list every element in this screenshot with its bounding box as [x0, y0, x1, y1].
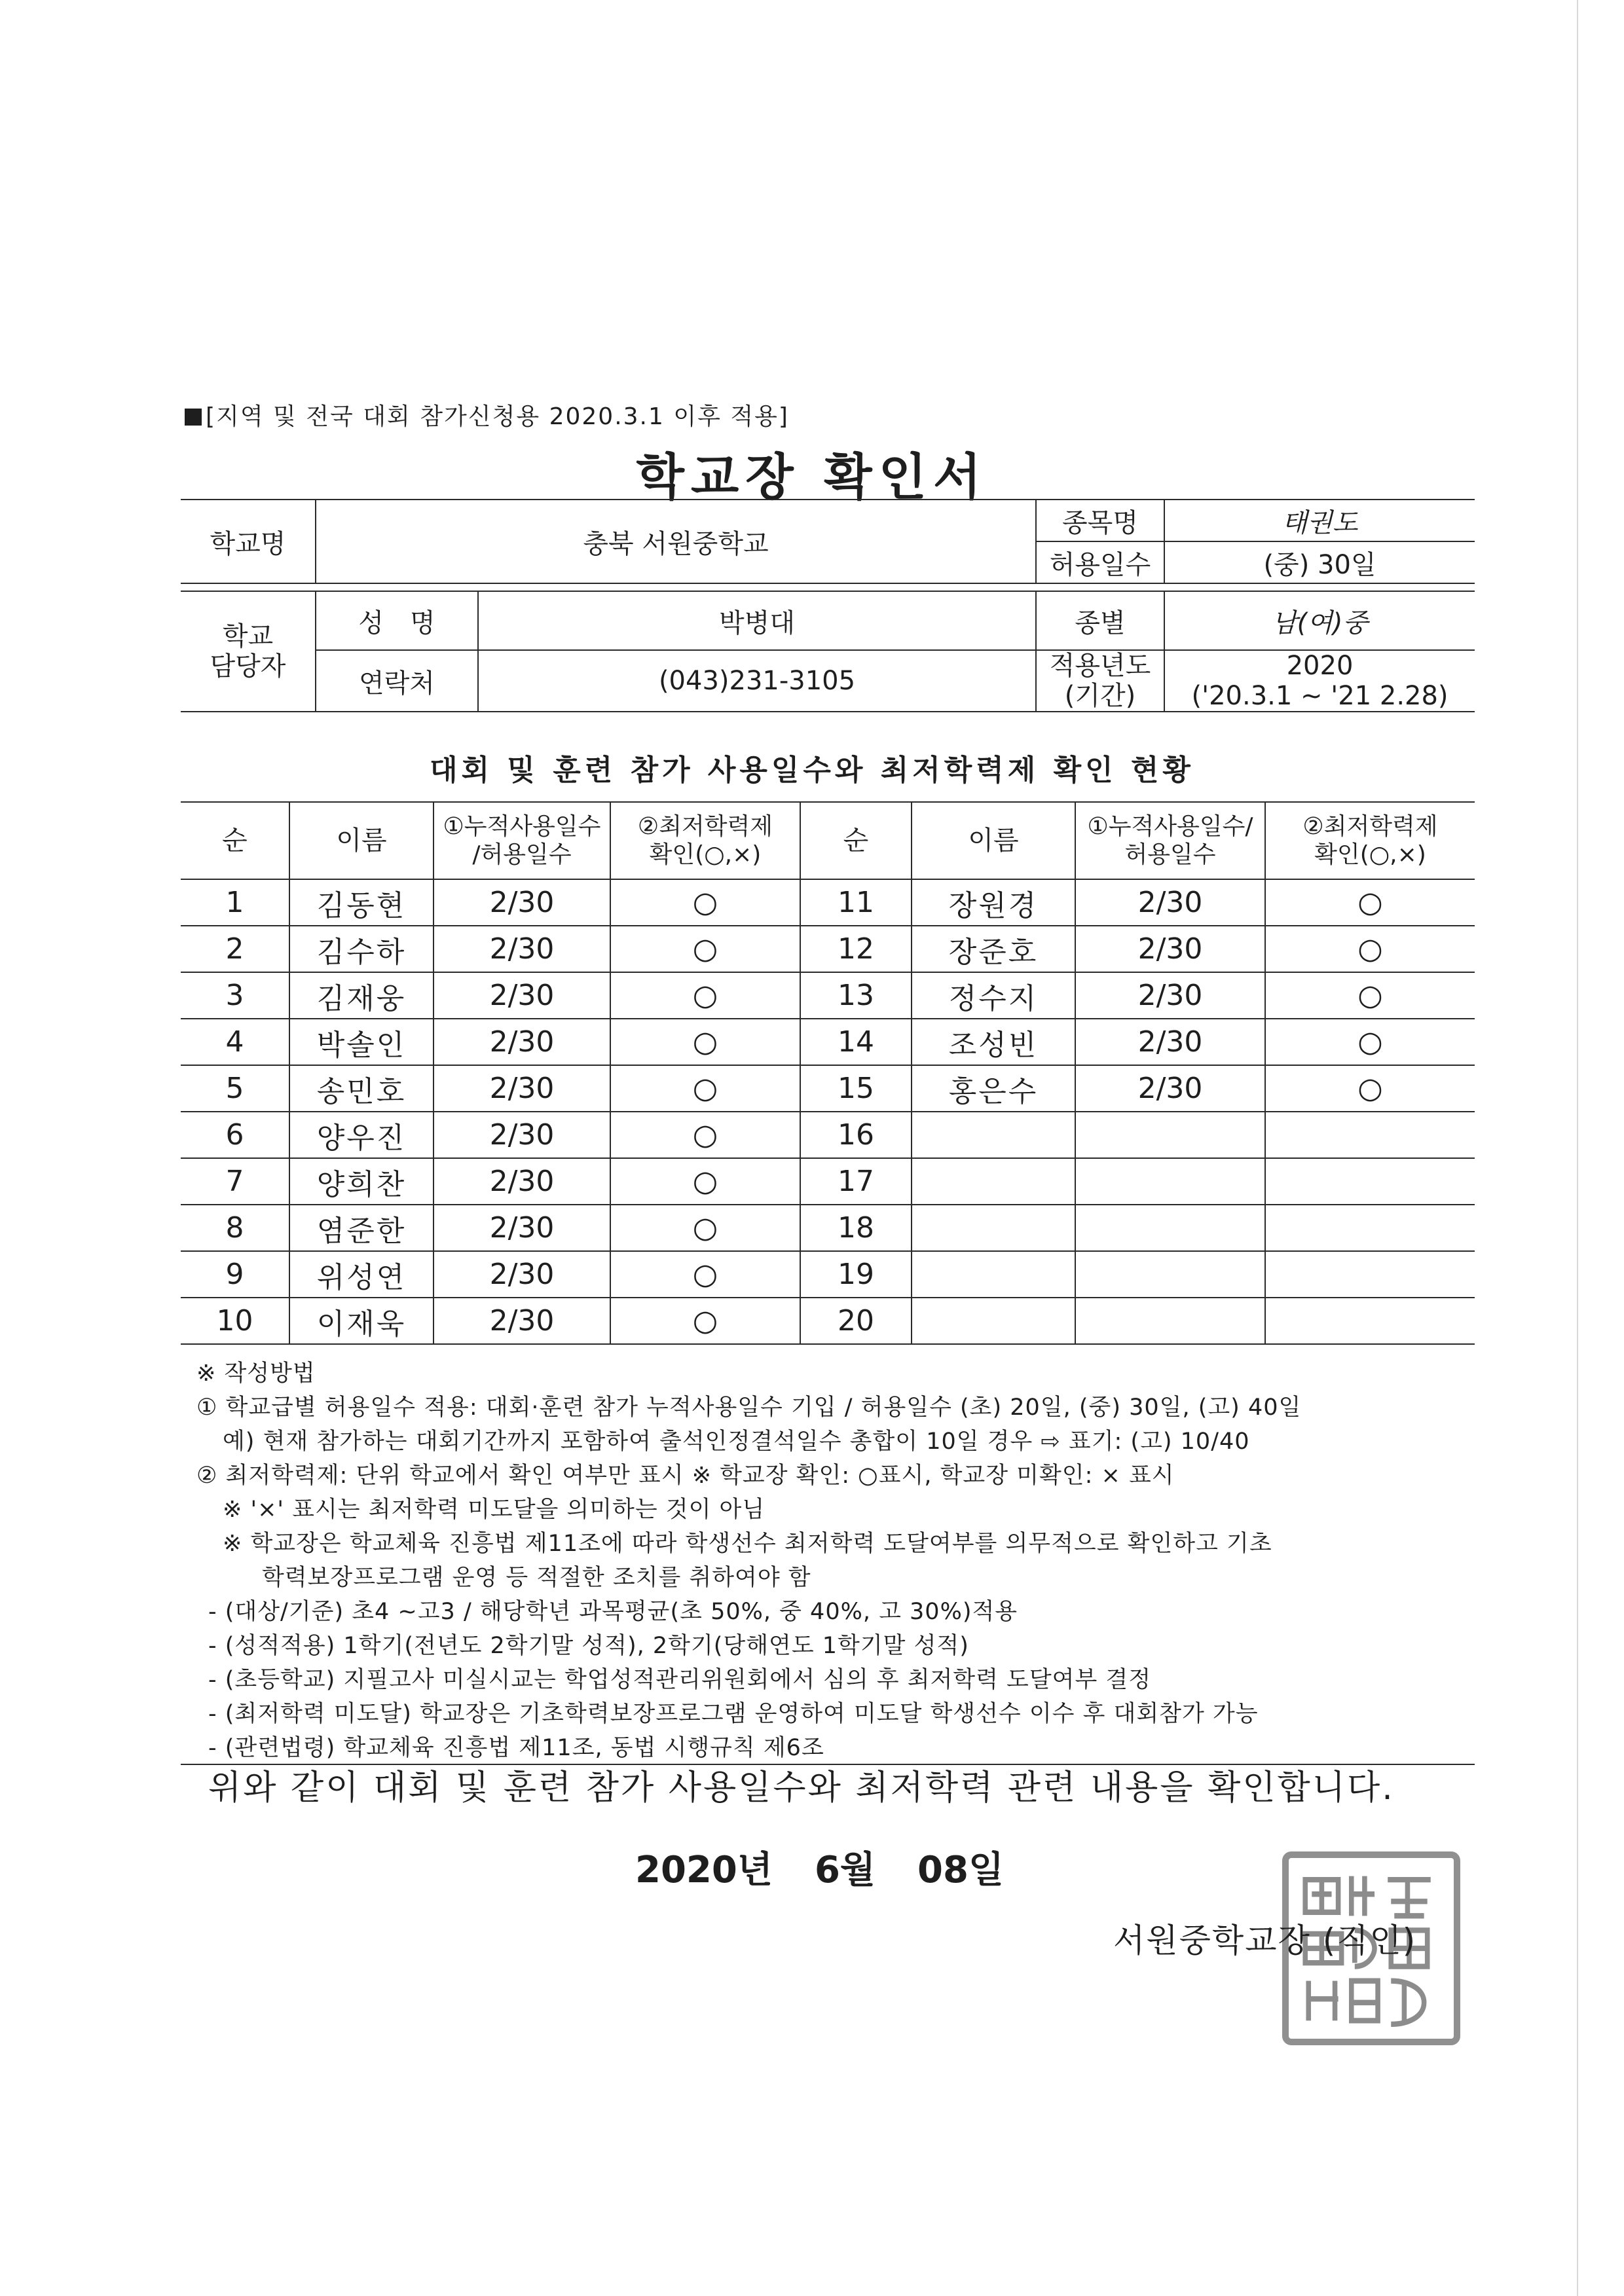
date-month: 6월: [814, 1849, 876, 1891]
cell-seq-right: 14: [800, 1019, 912, 1065]
allowed-days-value: (중) 30일: [1164, 541, 1475, 583]
cell-name-right: 장준호: [912, 926, 1075, 972]
period-value: 2020 ('20.3.1 ~ '21 2.28): [1164, 650, 1475, 712]
cell-seq-right: 16: [800, 1112, 912, 1158]
cell-name-right: 홍은수: [912, 1065, 1075, 1112]
section-title: 대회 및 훈련 참가 사용일수와 최저학력제 확인 현황: [430, 754, 1194, 787]
manager-name-label: 성 명: [316, 591, 478, 650]
cell-academic-left: ○: [610, 972, 800, 1019]
date-day: 08일: [917, 1849, 1005, 1891]
cell-name-right: [912, 1205, 1075, 1251]
cell-days-right: 2/30: [1075, 1019, 1265, 1065]
cell-seq-left: 6: [181, 1112, 289, 1158]
date-year: 2020년: [635, 1849, 773, 1891]
cell-seq-left: 8: [181, 1205, 289, 1251]
cell-academic-right: ○: [1265, 926, 1475, 972]
cell-name-left: 이재욱: [289, 1298, 434, 1344]
category-value: 남(여)중: [1164, 591, 1475, 650]
header-days-right: ①누적사용일수/ 허용일수: [1075, 802, 1265, 879]
note-not-reached: - (최저학력 미도달) 학교장은 기초학력보장프로그램 운영하여 미도달 학생선수 이수 후 대회참가 가능: [208, 1701, 1259, 1727]
cell-seq-left: 4: [181, 1019, 289, 1065]
cell-name-left: 박솔인: [289, 1019, 434, 1065]
cell-days-left: 2/30: [434, 1298, 610, 1344]
cell-academic-right: [1265, 1251, 1475, 1298]
sport-value: 태권도: [1164, 500, 1475, 541]
cell-name-right: [912, 1251, 1075, 1298]
table-row: [181, 1205, 1475, 1251]
table-row: [181, 1158, 1475, 1205]
cell-academic-right: [1265, 1298, 1475, 1344]
cell-days-right: 2/30: [1075, 1065, 1265, 1112]
roster-body: [181, 879, 1475, 1344]
cell-days-left: 2/30: [434, 1112, 610, 1158]
cell-seq-left: 1: [181, 879, 289, 926]
manager-name-value: 박병대: [478, 591, 1036, 650]
cell-name-right: 정수지: [912, 972, 1075, 1019]
cell-name-left: 송민호: [289, 1065, 434, 1112]
note-target: - (대상/기준) 초4 ~고3 / 해당학년 과목평균(초 50%, 중 40%, 고 30%)적용: [208, 1599, 1018, 1625]
cell-name-left: 양희찬: [289, 1158, 434, 1205]
cell-academic-left: ○: [610, 1158, 800, 1205]
cell-academic-left: ○: [610, 879, 800, 926]
cell-seq-right: 19: [800, 1251, 912, 1298]
note-example: 예) 현재 참가하는 대회기간까지 포함하여 출석인정결석일수 총합이 10일 경우 ⇨ 표기: (고) 10/40: [223, 1429, 1250, 1455]
cell-academic-left: ○: [610, 1112, 800, 1158]
cell-academic-left: ○: [610, 1251, 800, 1298]
cell-name-left: 김재웅: [289, 972, 434, 1019]
header-seq-right: 순: [800, 802, 912, 879]
table-row: [181, 972, 1475, 1019]
cell-days-right: 2/30: [1075, 926, 1265, 972]
black-square-icon: [185, 409, 202, 426]
note-principal-duty-cont: 학력보장프로그램 운영 등 적절한 조치를 취하여야 함: [262, 1565, 811, 1591]
note-legal-basis: - (관련법령) 학교체육 진흥법 제11조, 동법 시행규칙 제6조: [208, 1735, 824, 1761]
header-days-left: ①누적사용일수 /허용일수: [434, 802, 610, 879]
cell-days-left: 2/30: [434, 1019, 610, 1065]
contact-label: 연락처: [316, 650, 478, 712]
header-seq-left: 순: [181, 802, 289, 879]
manager-label: 학교 담당자: [181, 591, 316, 712]
table-row: [181, 1019, 1475, 1065]
document-title: 학교장 확인서: [636, 448, 988, 506]
cell-name-left: 위성연: [289, 1251, 434, 1298]
cell-days-left: 2/30: [434, 926, 610, 972]
cell-academic-left: ○: [610, 1205, 800, 1251]
table-row: [181, 926, 1475, 972]
header-academic-left: ②최저학력제 확인(○,×): [610, 802, 800, 879]
school-info-table: [181, 499, 1475, 712]
cell-name-right: [912, 1112, 1075, 1158]
cell-seq-left: 2: [181, 926, 289, 972]
cell-seq-left: 7: [181, 1158, 289, 1205]
cell-seq-left: 3: [181, 972, 289, 1019]
note-elementary: - (초등학교) 지필고사 미실시교는 학업성적관리위원회에서 심의 후 최저학력 도달여부 결정: [208, 1667, 1152, 1693]
table-spacer: [181, 583, 1475, 591]
school-name-value: 충북 서원중학교: [316, 500, 1036, 583]
cell-name-right: [912, 1158, 1075, 1205]
issue-date: [635, 1841, 1004, 1893]
cell-days-right: [1075, 1158, 1265, 1205]
cell-name-right: 조성빈: [912, 1019, 1075, 1065]
cell-days-right: [1075, 1112, 1265, 1158]
cell-academic-right: ○: [1265, 879, 1475, 926]
cell-seq-right: 12: [800, 926, 912, 972]
cell-days-left: 2/30: [434, 1251, 610, 1298]
cell-days-left: 2/30: [434, 879, 610, 926]
note-academic-standard: ② 최저학력제: 단위 학교에서 확인 여부만 표시 ※ 학교장 확인: ○표시, 학교장 미확인: × 표시: [196, 1463, 1175, 1489]
cell-days-left: 2/30: [434, 1065, 610, 1112]
confirmation-statement: 위와 같이 대회 및 훈련 참가 사용일수와 최저학력 관련 내용을 확인합니다.: [208, 1768, 1395, 1808]
note-principal-duty: ※ 학교장은 학교체육 진흥법 제11조에 따라 학생선수 최저학력 도달여부를 의무적으로 확인하고 기초: [223, 1531, 1272, 1557]
cell-academic-right: ○: [1265, 1065, 1475, 1112]
table-row: [181, 1298, 1475, 1344]
header-note-text: [지역 및 전국 대회 참가신청용 2020.3.1 이후 적용]: [206, 403, 789, 430]
cell-days-right: [1075, 1205, 1265, 1251]
cell-name-right: [912, 1298, 1075, 1344]
cell-seq-right: 18: [800, 1205, 912, 1251]
note-allowed-days: ① 학교급별 허용일수 적용: 대회·훈련 참가 누적사용일수 기입 / 허용일수 (초) 20일, (중) 30일, (고) 40일: [196, 1394, 1302, 1421]
cell-seq-left: 10: [181, 1298, 289, 1344]
table-row: [181, 1065, 1475, 1112]
form-usage-note: [185, 398, 789, 431]
table-row: [181, 1251, 1475, 1298]
cell-name-left: 염준한: [289, 1205, 434, 1251]
principal-signature-line: 서원중학교장 (직인): [1113, 1922, 1417, 1959]
cell-academic-right: ○: [1265, 1019, 1475, 1065]
cell-academic-right: [1265, 1205, 1475, 1251]
cell-name-left: 김동현: [289, 879, 434, 926]
cell-academic-right: ○: [1265, 972, 1475, 1019]
cell-days-right: 2/30: [1075, 972, 1265, 1019]
cell-days-right: 2/30: [1075, 879, 1265, 926]
cell-days-left: 2/30: [434, 1205, 610, 1251]
cell-days-right: [1075, 1251, 1265, 1298]
cell-seq-right: 11: [800, 879, 912, 926]
sport-label: 종목명: [1036, 500, 1164, 541]
cell-seq-right: 20: [800, 1298, 912, 1344]
header-name-right: 이름: [912, 802, 1075, 879]
cell-academic-right: [1265, 1158, 1475, 1205]
cell-academic-left: ○: [610, 1298, 800, 1344]
header-name-left: 이름: [289, 802, 434, 879]
table-row: [181, 1112, 1475, 1158]
cell-name-right: 장원경: [912, 879, 1075, 926]
cell-days-left: 2/30: [434, 1158, 610, 1205]
school-name-label: 학교명: [181, 500, 316, 583]
cell-academic-left: ○: [610, 1065, 800, 1112]
page-edge: [1577, 0, 1578, 2296]
cell-academic-left: ○: [610, 1019, 800, 1065]
athlete-roster-table: [181, 801, 1475, 1345]
cell-seq-left: 5: [181, 1065, 289, 1112]
period-label: 적용년도 (기간): [1036, 650, 1164, 712]
cell-seq-right: 17: [800, 1158, 912, 1205]
cell-seq-right: 15: [800, 1065, 912, 1112]
header-academic-right: ②최저학력제 확인(○,×): [1265, 802, 1475, 879]
cell-days-left: 2/30: [434, 972, 610, 1019]
cell-academic-left: ○: [610, 926, 800, 972]
allowed-days-label: 허용일수: [1036, 541, 1164, 583]
note-x-meaning: ※ '×' 표시는 최저학력 미도달을 의미하는 것이 아님: [223, 1497, 766, 1523]
contact-value: (043)231-3105: [478, 650, 1036, 712]
cell-academic-right: [1265, 1112, 1475, 1158]
cell-seq-right: 13: [800, 972, 912, 1019]
cell-name-left: 김수하: [289, 926, 434, 972]
cell-name-left: 양우진: [289, 1112, 434, 1158]
roster-header-row: [181, 802, 1475, 879]
writing-instructions: [196, 1357, 1480, 1765]
note-grades: - (성적적용) 1학기(전년도 2학기말 성적), 2학기(당해연도 1학기말 성적): [208, 1633, 969, 1659]
cell-seq-left: 9: [181, 1251, 289, 1298]
category-label: 종별: [1036, 591, 1164, 650]
table-row: [181, 879, 1475, 926]
cell-days-right: [1075, 1298, 1265, 1344]
notes-heading: ※ 작성방법: [196, 1360, 316, 1387]
